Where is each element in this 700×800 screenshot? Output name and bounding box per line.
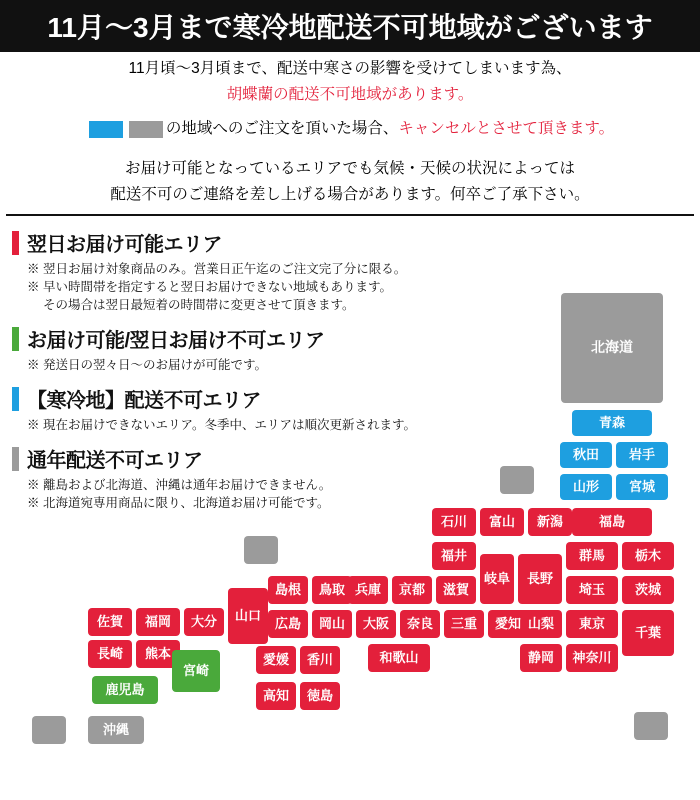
intro-line-1: 11月頃～3月頃まで、配送中寒さの影響を受けてしまいます為、 (128, 60, 572, 77)
prefecture-tile: 宮崎 (172, 650, 220, 692)
prefecture-tile: 群馬 (566, 542, 618, 570)
prefecture-tile: 青森 (572, 410, 652, 436)
prefecture-tile: 福井 (432, 542, 476, 570)
intro-line-3: お届け可能となっているエリアでも気候・天候の状況によっては (125, 160, 575, 177)
prefecture-tile: 富山 (480, 508, 524, 536)
prefecture-tile: 静岡 (520, 644, 562, 672)
prefecture-tile: 愛知 (488, 610, 528, 638)
legend-note: ※ 北海道宛専用商品に限り、北海道お届け可能です。 (27, 496, 330, 510)
legend-note: ※ 早い時間帯を指定すると翌日お届けできない地域もあります。 (27, 280, 392, 294)
legend-title: お届け可能/翌日お届け不可エリア (27, 330, 325, 352)
island-tile (500, 466, 534, 494)
prefecture-tile: 島根 (268, 576, 308, 604)
prefecture-tile: 広島 (268, 610, 308, 638)
prefecture-tile: 熊本 (136, 640, 180, 668)
prefecture-tile: 岐阜 (480, 554, 514, 604)
prefecture-tile: 長崎 (88, 640, 132, 668)
prefecture-tile: 岩手 (616, 442, 668, 468)
prefecture-tile: 栃木 (622, 542, 674, 570)
prefecture-tile: 滋賀 (436, 576, 476, 604)
prefecture-tile: 徳島 (300, 682, 340, 710)
page-title: 11月～3月まで寒冷地配送不可地域がございます (47, 12, 653, 43)
prefecture-tile: 大分 (184, 608, 224, 636)
prefecture-tile: 三重 (444, 610, 484, 638)
prefecture-tile: 神奈川 (566, 644, 618, 672)
intro-swatch-text-red: キャンセルとさせて頂きます。 (398, 120, 615, 137)
prefecture-tile: 福岡 (136, 608, 180, 636)
prefecture-tile: 北海道 (561, 293, 663, 403)
prefecture-tile: 石川 (432, 508, 476, 536)
prefecture-tile: 山口 (228, 588, 268, 644)
prefecture-tile: 京都 (392, 576, 432, 604)
prefecture-tile: 鳥取 (312, 576, 352, 604)
island-tile (634, 712, 668, 740)
intro-line-4: 配送不可のご連絡を差し上げる場合があります。何卒ご了承下さい。 (110, 186, 590, 203)
prefecture-tile: 愛媛 (256, 646, 296, 674)
legend-title: 翌日お届け可能エリア (27, 234, 222, 256)
intro-line-2: 胡蝶蘭の配送不可地域があります。 (226, 86, 474, 103)
prefecture-tile: 奈良 (400, 610, 440, 638)
legend-title: 通年配送不可エリア (27, 450, 203, 472)
legend-note: ※ 発送日の翌々日～のお届けが可能です。 (27, 358, 267, 372)
island-tile (244, 536, 278, 564)
prefecture-tile: 佐賀 (88, 608, 132, 636)
intro-swatch-text: の地域へのご注文を頂いた場合、 (165, 120, 399, 137)
prefecture-tile: 福島 (572, 508, 652, 536)
prefecture-tile: 長野 (518, 554, 562, 604)
prefecture-tile: 和歌山 (368, 644, 430, 672)
prefecture-tile: 兵庫 (348, 576, 388, 604)
legend-title: 【寒冷地】配送不可エリア (27, 390, 261, 412)
prefecture-tile: 埼玉 (566, 576, 618, 604)
prefecture-tile: 沖縄 (88, 716, 144, 744)
prefecture-tile: 東京 (566, 610, 618, 638)
prefecture-tile: 新潟 (528, 508, 572, 536)
prefecture-tile: 山梨 (520, 610, 562, 638)
prefecture-tile: 香川 (300, 646, 340, 674)
prefecture-tile: 山形 (560, 474, 612, 500)
island-tile (32, 716, 66, 744)
prefecture-tile: 鹿児島 (92, 676, 158, 704)
prefecture-tile: 秋田 (560, 442, 612, 468)
prefecture-tile: 大阪 (356, 610, 396, 638)
legend-note: ※ 翌日お届け対象商品のみ。営業日正午迄のご注文完了分に限る。 (27, 262, 407, 276)
prefecture-tile: 宮城 (616, 474, 668, 500)
prefecture-tile: 千葉 (622, 610, 674, 656)
legend-note: その場合は翌日最短着の時間帯に変更させて頂きます。 (43, 298, 355, 312)
prefecture-tile: 高知 (256, 682, 296, 710)
prefecture-tile: 岡山 (312, 610, 352, 638)
legend-note: ※ 現在お届けできないエリア。冬季中、エリアは順次更新されます。 (27, 418, 416, 432)
prefecture-tile: 茨城 (622, 576, 674, 604)
legend-note: ※ 離島および北海道、沖縄は通年お届けできません。 (27, 478, 332, 492)
